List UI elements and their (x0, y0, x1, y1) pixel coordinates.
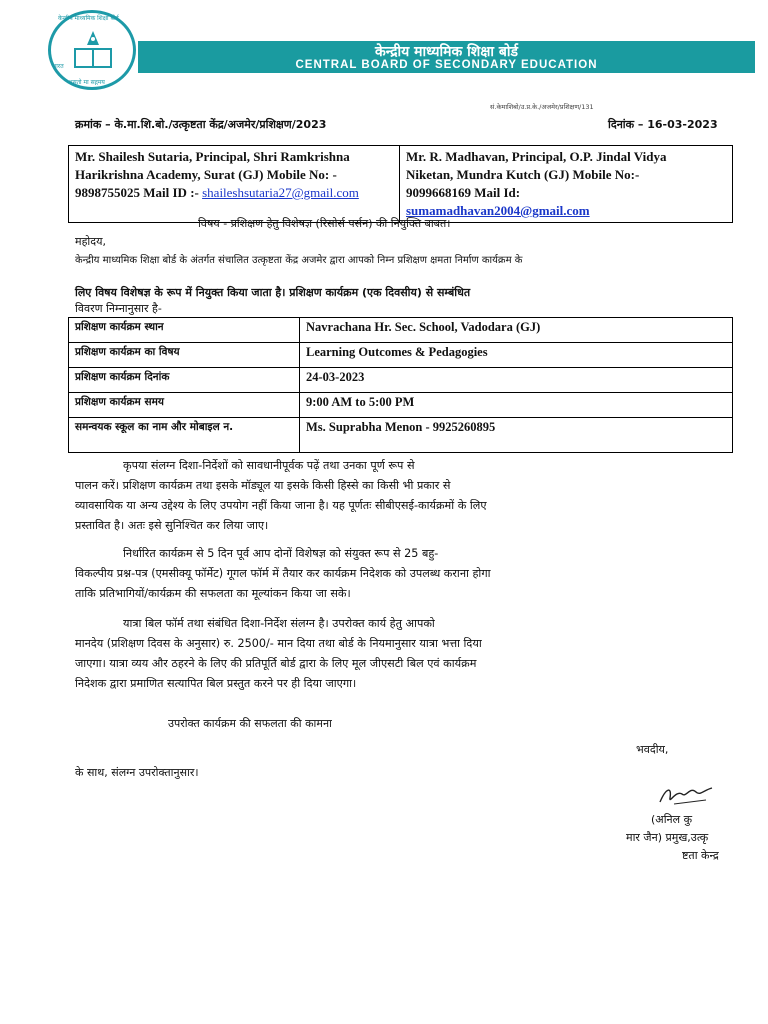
paragraph-mcq: निर्धारित कार्यक्रम से 5 दिन पूर्व आप दोनों विशेषज्ञ को संयुक्त रूप से 25 बहु- विकल्पीय प्रश्न-पत्र (एमसीक्यू फॉर्मेट) गूगल फॉर्म में तैयार कर कार्यक्रम निदेशक को उपलब्ध कराना होगा ताकि प्रतिभागियों/कार्यक्रम की सफलता का मूल्यांकन किया जा सके। (75, 547, 491, 600)
addressee-right: Mr. R. Madhavan, Principal, O.P. Jindal Vidya Niketan, Mundra Kutch (GJ) Mobile No:- 9099668169 Mail Id: sumamadhavan2004@gmail.com (400, 146, 733, 223)
table-row (69, 368, 733, 393)
intro-line-2: लिए विषय विशेषज्ञ के रूप में नियुक्त किया जाता है। प्रशिक्षण कार्यक्रम (एक दिवसीय) से सम्बंधित (75, 286, 471, 299)
closing: भवदीय, (636, 743, 669, 756)
schedule-value: Navrachana Hr. Sec. School, Vadodara (GJ) (300, 318, 733, 343)
schedule-value: Learning Outcomes & Pedagogies (300, 343, 733, 368)
signatory-line-3: ष्टता केन्द्र (682, 849, 719, 862)
paragraph-honorarium: यात्रा बिल फॉर्म तथा संबंधित दिशा-निर्देश संलग्न है। उपरोक्त कार्य हेतु आपको मानदेय (प्रशिक्षण दिवस के अनुसार) रु. 2500/- मान दिया तथा बोर्ड के नियमानुसार यात्रा भत्ता दिया जाएगा। यात्रा व्यय और ठहरने के लिए की प्रतिपूर्ति बोर्ड द्वारा के लिए मूल जीएसटी बिल एवं कार्यक्रम निदेशक द्वारा प्रमाणित सत्यापित बिल प्रस्तुत करने पर ही दिया जाएगा। (75, 617, 482, 690)
table-row (69, 393, 733, 418)
paragraph-guidelines: कृपया संलग्न दिशा-निर्देशों को सावधानीपूर्वक पढ़ें तथा उनका पूर्ण रूप से पालन करें। प्रशिक्षण कार्यक्रम तथा इसके मॉड्यूल या इसके किसी हिस्से का किसी भी प्रकार से व्यावसायिक या अन्य उद्देश्य के लिए उपयोग नहीं किया जाना है। यह पूर्णतः सीबीएसई-कार्यक्रमों के लिए प्रस्तावित है। अतः इसे सुनिश्चित कर लिया जाए। (75, 459, 487, 532)
schedule-key: प्रशिक्षण कार्यक्रम स्थान (69, 318, 300, 343)
left-email-link[interactable]: shaileshsutaria27@gmail.com (202, 185, 359, 200)
intro-line-1: केन्द्रीय माध्यमिक शिक्षा बोर्ड के अंतर्गत संचालित उत्कृष्टता केंद्र अजमेर द्वारा आपको निम्न प्रशिक्षण क्षमता निर्माण कार्यक्रम के (75, 255, 523, 266)
letter-date: दिनांक – 16-03-2023 (608, 118, 718, 131)
small-reference: सं.केमाशिबो/उ.प्र.के./अजमेर/प्रशिक्षण/131 (490, 103, 594, 111)
subject-line: विषय - प्रशिक्षण हेतु विशेषज्ञ (रिसोर्स पर्सन) की नियुक्ति बाबत। (198, 217, 451, 230)
logo-text-top: केन्द्रीय माध्यमिक शिक्षा बोर्ड (58, 15, 119, 22)
schedule-value: Ms. Suprabha Menon - 9925260895 (300, 418, 733, 453)
enclosure-note: के साथ, संलग्न उपरोक्तानुसार। (75, 766, 199, 779)
salutation: महोदय, (75, 235, 106, 248)
signature (656, 780, 720, 810)
schedule-value: 9:00 AM to 5:00 PM (300, 393, 733, 418)
schedule-key: प्रशिक्षण कार्यक्रम का विषय (69, 343, 300, 368)
schedule-table (68, 317, 733, 453)
best-wishes: उपरोक्त कार्यक्रम की सफलता की कामना (168, 717, 332, 730)
schedule-value: 24-03-2023 (300, 368, 733, 393)
board-title-english: CENTRAL BOARD OF SECONDARY EDUCATION (295, 59, 598, 71)
reference-number: क्रमांक – के.मा.शि.बो./उत्कृष्टता केंद्र/अजमेर/प्रशिक्षण/2023 (75, 118, 327, 131)
table-row (69, 318, 733, 343)
signatory-line-2: मार जैन) प्रमुख,उत्कृ (626, 831, 709, 844)
schedule-key: प्रशिक्षण कार्यक्रम समय (69, 393, 300, 418)
schedule-key: समन्वयक स्कूल का नाम और मोबाइल न. (69, 418, 300, 453)
signatory-line-1: (अनिल कु (651, 813, 693, 826)
intro-line-3: विवरण निम्नानुसार है- (75, 302, 162, 315)
table-row (69, 343, 733, 368)
logo-motto: असतो मा सद्गमय (68, 79, 105, 86)
addressee-table (68, 145, 733, 223)
book-lamp-icon (69, 27, 117, 73)
right-email-link[interactable]: sumamadhavan2004@gmail.com (406, 203, 590, 218)
schedule-key: प्रशिक्षण कार्यक्रम दिनांक (69, 368, 300, 393)
addressee-left: Mr. Shailesh Sutaria, Principal, Shri Ramkrishna Harikrishna Academy, Surat (GJ) Mobile No: - 9898755025 Mail ID :- shaileshsutaria27@gmail.com (69, 146, 400, 223)
logo-text-left: भारत (52, 63, 64, 70)
table-row (69, 418, 733, 453)
board-title-hindi: केन्द्रीय माध्यमिक शिक्षा बोर्ड (375, 44, 518, 60)
